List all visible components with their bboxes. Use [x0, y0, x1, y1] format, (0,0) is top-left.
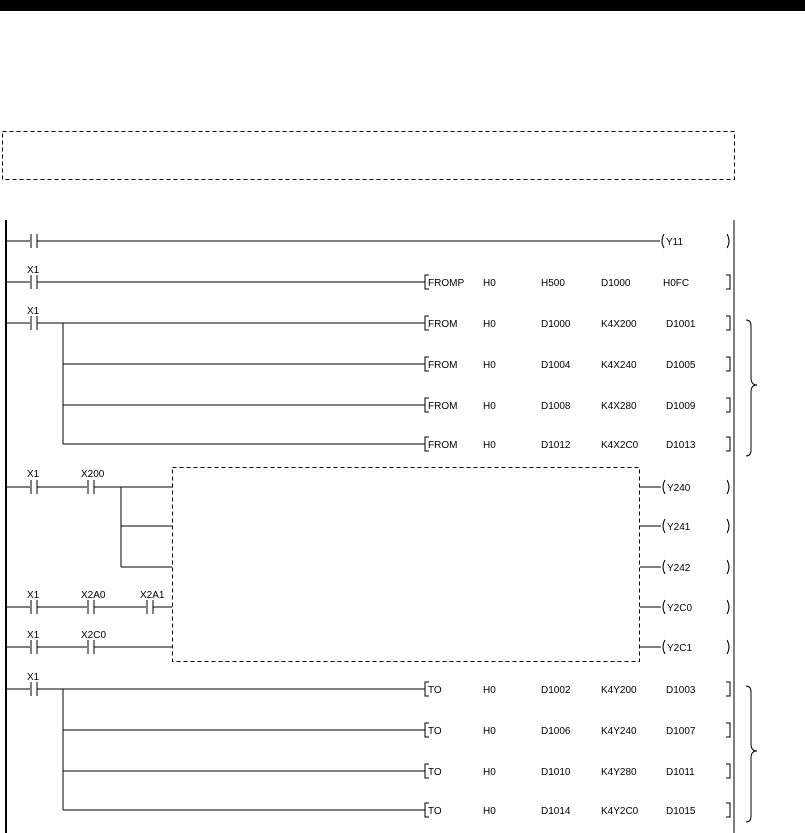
instruction-operand: H0 [483, 806, 496, 817]
instruction-operand: H0 [483, 440, 496, 451]
instruction-operand: H0 [483, 767, 496, 778]
instruction-op: FROMP [428, 278, 465, 289]
instruction-operand: K4X280 [601, 401, 637, 412]
contact-label: X1 [27, 469, 40, 480]
rung-1 [6, 234, 729, 248]
instruction-op: TO [428, 726, 442, 737]
instruction-operand: K4Y200 [601, 685, 637, 696]
instruction-operand: H0 [483, 726, 496, 737]
instruction-operand: D1002 [541, 685, 571, 696]
contact-label: X1 [27, 590, 40, 601]
rung-4 [6, 469, 729, 574]
instruction-operand: H0 [483, 278, 496, 289]
rung-7 [6, 672, 757, 822]
contact-label: X1 [27, 630, 40, 641]
instruction-operand: K4X200 [601, 319, 637, 330]
instruction-close-bracket [726, 275, 730, 289]
instruction-operand: D1012 [541, 440, 571, 451]
instruction-operand: K4X240 [601, 360, 637, 371]
comment-box [3, 132, 735, 180]
instruction-operand: H500 [541, 278, 565, 289]
contact-label: X2A1 [140, 590, 165, 601]
instruction-operand: D1001 [666, 319, 696, 330]
instruction-operand: D1008 [541, 401, 571, 412]
contact-label: X1 [27, 306, 40, 317]
rung-2 [6, 265, 730, 289]
coil-label: Y2C0 [667, 603, 693, 614]
instruction-operand: H0 [483, 401, 496, 412]
instruction-operand: D1011 [666, 767, 695, 778]
instruction-operand: K4X2C0 [601, 440, 639, 451]
instruction-operand: D1009 [666, 401, 696, 412]
contact-label: X1 [27, 672, 40, 683]
coil-Y11-close [727, 234, 729, 248]
instruction-operand: D1013 [666, 440, 696, 451]
instruction-op: TO [428, 685, 442, 696]
instruction-operand: D1010 [541, 767, 571, 778]
instruction-operand: D1007 [666, 726, 696, 737]
instruction-operand: D1014 [541, 806, 571, 817]
coil-label: Y241 [667, 522, 691, 533]
instruction-op: FROM [428, 319, 458, 330]
instruction-operand: D1003 [666, 685, 696, 696]
coil-label: Y240 [667, 483, 691, 494]
instruction-operand: D1005 [666, 360, 696, 371]
instruction-operand: K4Y240 [601, 726, 637, 737]
instruction-operand: H0 [483, 360, 496, 371]
instruction-operand: H0 [483, 319, 496, 330]
rung-6 [6, 630, 729, 654]
program-area-box [173, 468, 640, 662]
group-brace-to [746, 686, 757, 822]
contact-label: X2A0 [81, 590, 106, 601]
group-brace-from [746, 320, 757, 456]
coil-Y11-open [662, 234, 664, 248]
rung-5 [6, 590, 729, 614]
instruction-operand: K4Y280 [601, 767, 637, 778]
coil-label: Y242 [667, 563, 691, 574]
instruction-operand: K4Y2C0 [601, 806, 639, 817]
instruction-operand: H0 [483, 685, 496, 696]
instruction-operand: H0FC [663, 278, 690, 289]
coil-label: Y2C1 [667, 643, 693, 654]
instruction-op: FROM [428, 401, 458, 412]
instruction-operand: D1000 [541, 319, 571, 330]
instruction-op: FROM [428, 360, 458, 371]
instruction-operand: D1015 [666, 806, 696, 817]
instruction-operand: D1004 [541, 360, 571, 371]
instruction-operand: D1000 [601, 278, 631, 289]
instruction-operand: D1006 [541, 726, 571, 737]
coil-label: Y11 [666, 237, 684, 248]
instruction-op: TO [428, 806, 442, 817]
contact-no-label [31, 234, 37, 248]
contact-label: X200 [81, 469, 105, 480]
rung-3 [6, 306, 757, 456]
contact-label: X2C0 [81, 630, 107, 641]
contact-label: X1 [27, 265, 40, 276]
instruction-op: FROM [428, 440, 458, 451]
instruction-op: TO [428, 767, 442, 778]
